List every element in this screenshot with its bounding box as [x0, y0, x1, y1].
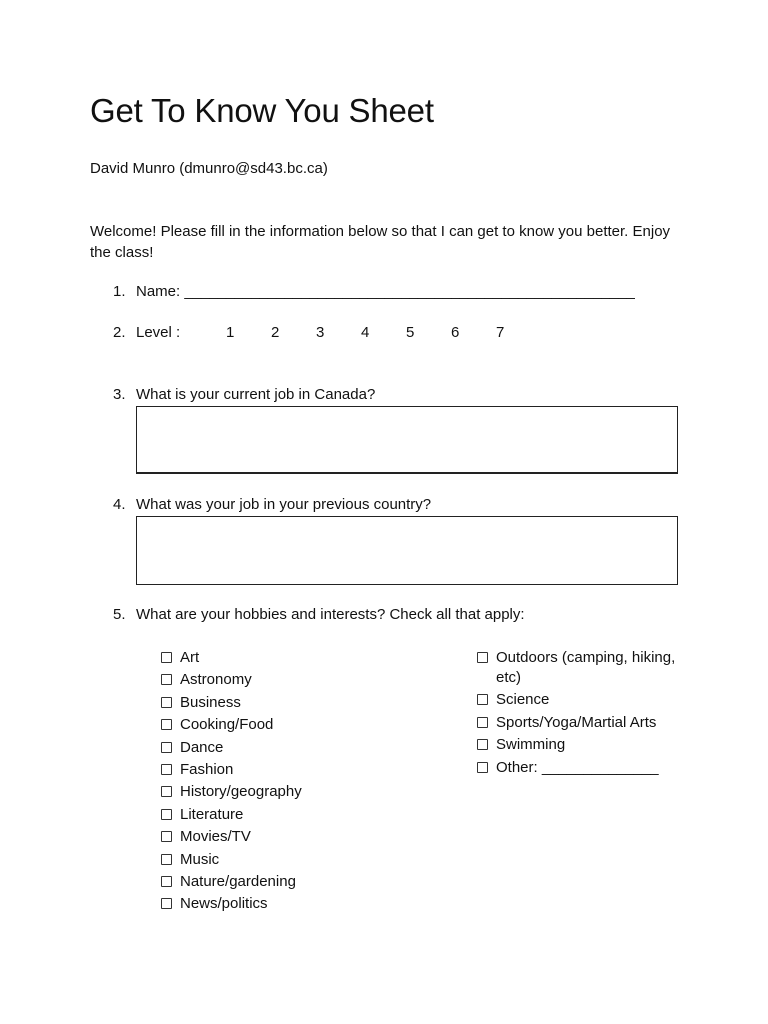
level-option-2[interactable]: 2 [271, 324, 280, 341]
checkbox[interactable] [161, 854, 172, 865]
level-option-3[interactable]: 3 [316, 324, 325, 341]
hobby-science[interactable]: Science [477, 690, 692, 710]
checkbox[interactable] [161, 652, 172, 663]
hobby-dance[interactable]: Dance [161, 738, 421, 758]
hobby-music[interactable]: Music [161, 850, 421, 870]
checkbox[interactable] [161, 876, 172, 887]
checkbox[interactable] [161, 898, 172, 909]
hobby-fashion[interactable]: Fashion [161, 760, 421, 780]
name-field[interactable]: Name: ______________________________________________________ [136, 283, 635, 300]
hobby-swimming[interactable]: Swimming [477, 735, 692, 755]
hobby-business[interactable]: Business [161, 693, 421, 713]
level-option-5[interactable]: 5 [406, 324, 415, 341]
author-line: David Munro (dmunro@sd43.bc.ca) [90, 160, 328, 177]
level-option-6[interactable]: 6 [451, 324, 460, 341]
welcome-text: Welcome! Please fill in the information below so that I can get to know you better. Enjoy the class! [90, 223, 671, 261]
question-number: 4. [113, 496, 126, 513]
hobby-cooking-food[interactable]: Cooking/Food [161, 715, 421, 735]
page-title: Get To Know You Sheet [90, 92, 434, 129]
hobby-sports-yoga-martial-arts[interactable]: Sports/Yoga/Martial Arts [477, 713, 692, 733]
checkbox[interactable] [161, 809, 172, 820]
checkbox[interactable] [161, 674, 172, 685]
level-option-7[interactable]: 7 [496, 324, 505, 341]
hobby-outdoors[interactable]: Outdoors (camping, hiking, etc) [477, 648, 692, 688]
hobby-nature-gardening[interactable]: Nature/gardening [161, 872, 421, 892]
question-number: 3. [113, 386, 126, 403]
question-number: 1. [113, 283, 126, 300]
checkbox[interactable] [161, 786, 172, 797]
checkbox[interactable] [477, 652, 488, 663]
checkbox[interactable] [161, 742, 172, 753]
checkbox[interactable] [161, 719, 172, 730]
question-number: 5. [113, 606, 126, 623]
hobby-art[interactable]: Art [161, 648, 421, 668]
question-label: What are your hobbies and interests? Check all that apply: [136, 606, 525, 623]
hobby-history-geography[interactable]: History/geography [161, 782, 421, 802]
previous-job-answer-box[interactable] [136, 516, 678, 585]
question-number: 2. [113, 324, 126, 341]
checkbox[interactable] [477, 762, 488, 773]
hobbies-left-column [161, 648, 421, 917]
hobby-other[interactable]: Other: ______________ [477, 758, 692, 778]
hobby-literature[interactable]: Literature [161, 805, 421, 825]
level-label: Level : [136, 324, 181, 341]
checkbox[interactable] [477, 694, 488, 705]
level-option-1[interactable]: 1 [226, 324, 235, 341]
checkbox[interactable] [477, 739, 488, 750]
question-label: What was your job in your previous country? [136, 496, 432, 513]
hobby-movies-tv[interactable]: Movies/TV [161, 827, 421, 847]
question-label: What is your current job in Canada? [136, 386, 376, 403]
checkbox[interactable] [161, 831, 172, 842]
current-job-answer-box[interactable] [136, 406, 678, 474]
level-option-4[interactable]: 4 [361, 324, 370, 341]
hobby-astronomy[interactable]: Astronomy [161, 670, 421, 690]
checkbox[interactable] [477, 717, 488, 728]
checkbox[interactable] [161, 697, 172, 708]
hobby-news-politics[interactable]: News/politics [161, 894, 421, 914]
checkbox[interactable] [161, 764, 172, 775]
hobbies-right-column [477, 648, 692, 780]
